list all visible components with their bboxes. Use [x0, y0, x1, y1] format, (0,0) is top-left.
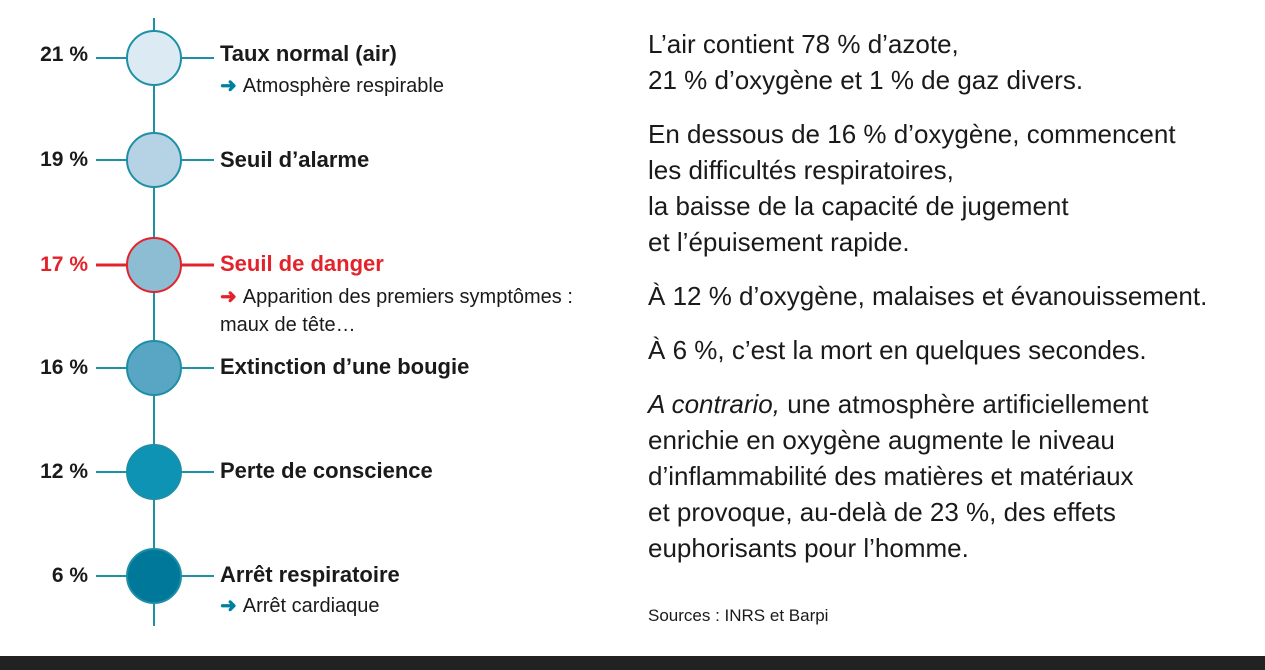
level-note-normal — [220, 73, 620, 99]
level-percent-6: 6 % — [51, 564, 88, 587]
arrow-right-icon: ➜ — [220, 286, 237, 308]
level-title-alarm: Seuil d’alarme — [220, 147, 370, 172]
level-percent-16: 16 % — [40, 356, 88, 379]
paragraph-enriched — [648, 386, 1263, 566]
level-percent-19: 19 % — [40, 148, 88, 171]
explanation-text — [648, 26, 1263, 584]
level-circle — [127, 238, 181, 292]
level-note-danger — [220, 284, 620, 310]
level-title-candle: Extinction d’une bougie — [220, 354, 470, 379]
paragraph-6: À 6 %, c’est la mort en quelques secondes. — [648, 335, 1147, 365]
sources: Sources : INRS et Barpi — [648, 606, 829, 625]
level-circle — [127, 549, 181, 603]
level-percent-12: 12 % — [40, 460, 88, 483]
paragraph-enriched-italic: A contrario, — [648, 389, 780, 419]
paragraph-composition: L’air contient 78 % d’azote, 21 % d’oxygène et 1 % de gaz divers. — [648, 29, 1084, 95]
level-circle — [127, 445, 181, 499]
arrow-right-icon: ➜ — [220, 595, 237, 617]
level-percent-21: 21 % — [40, 43, 88, 66]
level-percent-17: 17 % — [40, 253, 88, 276]
note-text: Arrêt cardiaque — [242, 595, 380, 617]
level-title-respiratory-arrest: Arrêt respiratoire — [220, 562, 400, 587]
paragraph-below-16: En dessous de 16 % d’oxygène, commencent les difficultés respiratoires, la baisse de la capacité de jugement et l’épuisement rapide. — [648, 119, 1176, 257]
note-text: Atmosphère respirable — [242, 75, 444, 97]
arrow-right-icon: ➜ — [220, 75, 237, 97]
level-note-respiratory-arrest — [220, 593, 620, 619]
level-title-unconscious: Perte de conscience — [220, 458, 433, 483]
level-circle — [127, 31, 181, 85]
paragraph-enriched-rest: une atmosphère artificiellement enrichie en oxygène augmente le niveau d’inflammabilité des matières et matériaux et provoque, au-delà de 23 %, des effets euphorisants pour l’homme. — [648, 389, 1149, 563]
bottom-bar — [0, 656, 1265, 670]
level-circle — [127, 341, 181, 395]
level-circle — [127, 133, 181, 187]
note-text: Apparition des premiers symptômes : — [242, 286, 573, 308]
level-title-normal: Taux normal (air) — [220, 41, 397, 66]
level-note-danger-cont: maux de tête… — [220, 314, 356, 336]
oxygen-scale — [0, 0, 620, 650]
level-title-danger: Seuil de danger — [220, 251, 384, 276]
paragraph-12: À 12 % d’oxygène, malaises et évanouissement. — [648, 281, 1208, 311]
